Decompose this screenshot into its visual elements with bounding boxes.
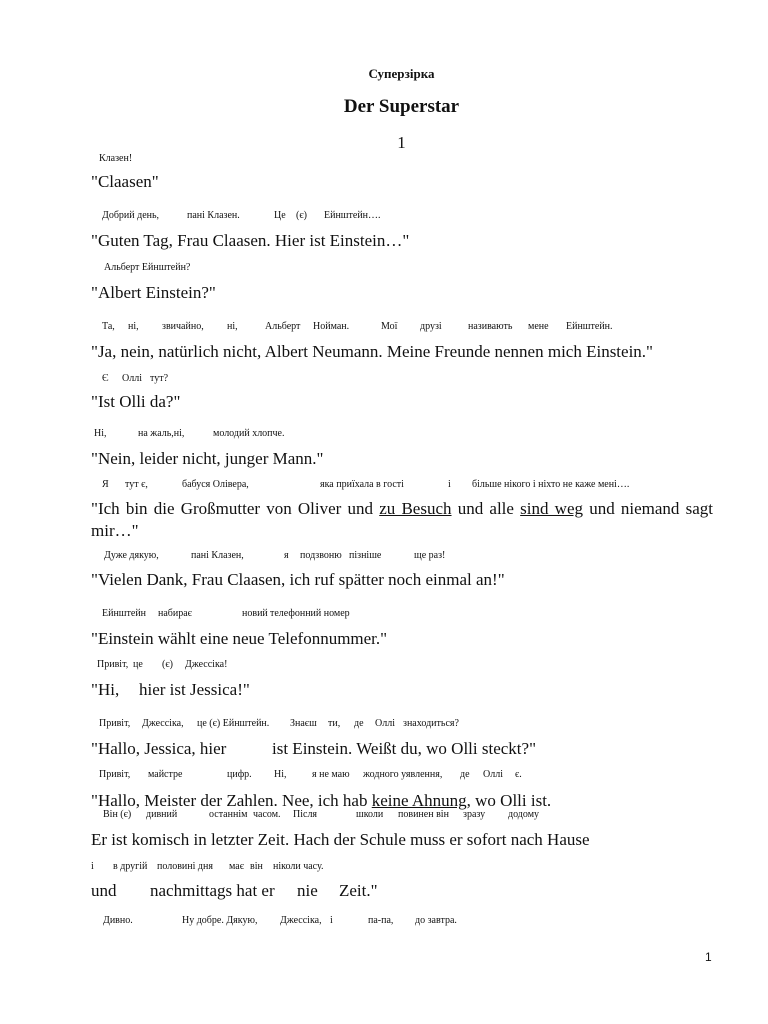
sentence-line: Er ist komisch in letzter Zeit. Hach der Schule muss er sofort nach Hause — [91, 830, 590, 849]
gloss-word: ні, — [227, 321, 238, 332]
sentence-part: , wo Olli ist. — [466, 791, 552, 810]
sentence-line: "Ja, nein, natürlich nicht, Albert Neumann. Meine Freunde nennen mich Einstein." — [91, 342, 653, 361]
sentence-line: "Ist Olli da?" — [91, 392, 181, 411]
gloss-word: тут є, — [125, 479, 148, 490]
gloss-word: Ейнштейн. — [566, 321, 613, 332]
gloss-word: де — [460, 769, 470, 780]
gloss-word: в другій — [113, 861, 148, 872]
sentence-line: "Einstein wählt eine neue Telefonnummer." — [91, 629, 388, 648]
sentence-line: "Hi, — [91, 680, 120, 699]
gloss-word: Ну добре. Дякую, — [182, 915, 258, 926]
gloss-word: новий — [242, 608, 268, 619]
gloss-word: Клазен! — [99, 153, 133, 164]
gloss-word: Це — [274, 210, 286, 221]
gloss-word: Нойман. — [313, 321, 350, 332]
gloss-word: Є — [102, 373, 109, 384]
gloss-word: Він (є) — [103, 809, 132, 820]
gloss-word: бабуся Олівера, — [182, 479, 249, 490]
gloss-word: яка приїхала в гості — [320, 479, 404, 490]
gloss-word: я не маю — [312, 769, 350, 780]
sentence-line: ist Einstein. Weißt du, wo Olli steckt?" — [272, 739, 537, 758]
sentence-part: "Hallo, Meister der Zahlen. Nee, ich hab — [91, 791, 372, 810]
gloss-word: і — [448, 479, 451, 490]
gloss-word: подзвоню — [300, 550, 342, 561]
gloss-word: набирає — [158, 608, 192, 619]
sentence-part: und alle — [451, 499, 521, 518]
gloss-word: Добрий день, — [102, 210, 160, 221]
sentence-line: "Hallo, Jessica, hier — [91, 739, 227, 758]
gloss-word: має — [229, 861, 244, 872]
gloss-word: ще раз! — [414, 550, 446, 561]
gloss-word: мене — [528, 321, 549, 332]
sentence-line: nachmittags hat er — [150, 881, 275, 900]
gloss-word: дивний — [146, 809, 178, 820]
sentence-line: "Guten Tag, Frau Claasen. Hier ist Einstein…" — [91, 231, 410, 250]
gloss-word: на жаль,ні, — [138, 428, 185, 439]
gloss-word: Ейнштейн…. — [324, 210, 381, 221]
gloss-word: па-па, — [368, 915, 394, 926]
gloss-word: Альберт — [265, 321, 301, 332]
gloss-word: Джессіка, — [142, 718, 184, 729]
gloss-word: Знаєш — [290, 718, 317, 729]
gloss-word: Ейнштейн — [102, 608, 147, 619]
gloss-word: (є) — [296, 210, 307, 221]
gloss-word: Мої — [381, 321, 398, 332]
gloss-word: пані Клазен, — [191, 550, 244, 561]
title-german: Der Superstar — [343, 96, 460, 117]
gloss-word: Оллі — [122, 373, 142, 384]
gloss-word: Альберт Ейнштейн? — [104, 262, 191, 273]
sentence-paragraph — [91, 498, 713, 542]
gloss-word: школи — [356, 809, 384, 820]
sentence-part: "Ich bin die Großmutter von Oliver und — [91, 499, 380, 518]
gloss-word: останнім — [209, 809, 248, 820]
sentence-line: nie — [297, 881, 318, 900]
gloss-word: тут? — [150, 373, 169, 384]
underlined-phrase: sind weg — [520, 499, 584, 518]
sentence-line: und — [91, 881, 117, 900]
gloss-word: Я — [102, 479, 109, 490]
gloss-word: Дивно. — [103, 915, 133, 926]
sentence-line: hier ist Jessica!" — [139, 680, 250, 699]
gloss-word: друзі — [420, 321, 442, 332]
gloss-word: додому — [508, 809, 540, 820]
page-number: 1 — [705, 950, 712, 964]
gloss-word: називають — [468, 321, 513, 332]
gloss-word: (є) — [162, 659, 173, 670]
gloss-word: Після — [293, 809, 318, 820]
gloss-word: Ні, — [274, 769, 287, 780]
sentence-line: "Albert Einstein?" — [91, 283, 216, 302]
gloss-word: знаходиться? — [403, 718, 459, 729]
gloss-word: і — [91, 861, 94, 872]
gloss-word: пані Клазен. — [187, 210, 240, 221]
gloss-word: Джессіка, — [280, 915, 322, 926]
gloss-word: часом. — [253, 809, 281, 820]
gloss-word: де — [354, 718, 364, 729]
gloss-word: це (є) Ейнштейн. — [197, 718, 270, 729]
gloss-word: молодий хлопче. — [213, 428, 285, 439]
sentence-line: "Nein, leider nicht, junger Mann." — [91, 449, 324, 468]
gloss-word: телефонний номер — [270, 608, 350, 619]
gloss-word: до завтра. — [415, 915, 457, 926]
gloss-word: майстре — [148, 769, 183, 780]
gloss-word: Оллі — [375, 718, 395, 729]
gloss-word: ніколи часу. — [273, 861, 324, 872]
gloss-word: Оллі — [483, 769, 503, 780]
sentence-line: Zeit." — [339, 881, 378, 900]
underlined-phrase: keine Ahnung — [371, 791, 467, 810]
gloss-word: ні, — [128, 321, 139, 332]
gloss-word: Та, — [102, 321, 115, 332]
gloss-word: Привіт, — [97, 659, 129, 670]
gloss-word: і — [330, 915, 333, 926]
gloss-word: Ні, — [94, 428, 107, 439]
gloss-word: це — [133, 659, 143, 670]
gloss-word: зразу — [463, 809, 486, 820]
sentence-line: "Claasen" — [91, 172, 159, 191]
gloss-word: він — [250, 861, 263, 872]
gloss-word: цифр. — [227, 769, 252, 780]
gloss-word: є. — [515, 769, 522, 780]
gloss-word: Привіт, — [99, 769, 131, 780]
sentence-part: und niemand sagt mir…" — [91, 499, 714, 540]
gloss-word: Джессіка! — [185, 659, 228, 670]
gloss-word: Привіт, — [99, 718, 131, 729]
gloss-word: більше нікого і ніхто не каже мені…. — [472, 479, 630, 490]
sentence-line: "Vielen Dank, Frau Claasen, ich ruf spätter noch einmal an!" — [91, 570, 505, 589]
title-ukrainian: Суперзірка — [368, 66, 435, 81]
gloss-word: жодного уявлення, — [363, 769, 443, 780]
gloss-word: я — [284, 550, 289, 561]
gloss-word: Дуже дякую, — [104, 550, 159, 561]
gloss-word: звичайно, — [162, 321, 204, 332]
underlined-phrase: zu Besuch — [379, 499, 452, 518]
gloss-word: повинен він — [398, 809, 449, 820]
gloss-word: пізніше — [349, 550, 382, 561]
gloss-word: половині дня — [157, 861, 213, 872]
gloss-word: ти, — [328, 718, 341, 729]
chapter-number: 1 — [397, 133, 406, 152]
